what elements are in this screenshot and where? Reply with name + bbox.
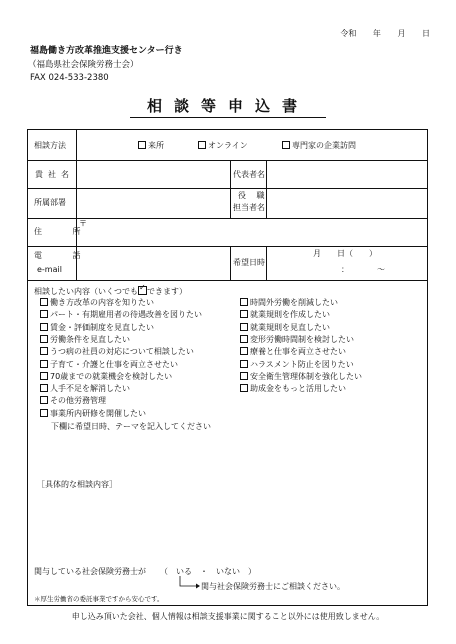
checkbox-icon[interactable]	[40, 310, 48, 318]
mid-column-divider	[230, 246, 231, 280]
checkbox-icon[interactable]	[40, 396, 48, 404]
topic-item[interactable]: その他労務管理	[40, 396, 106, 406]
method-option-visit[interactable]: 来所	[138, 141, 164, 151]
topic-item[interactable]: ハラスメント防止を図りたい	[240, 360, 354, 370]
concrete-content-label: ［具体的な相談内容］	[37, 480, 117, 489]
topic-item[interactable]: 働き方改革の内容を知りたい	[40, 298, 154, 308]
topic-item[interactable]: 賃金・評価制度を見直したい	[40, 323, 154, 333]
sharoushi-options[interactable]: （ いる ・ いない ）	[160, 567, 256, 576]
sharoushi-note: 関与社会保険労務士にご相談ください。	[201, 582, 345, 591]
time-template[interactable]: ： ～	[341, 265, 385, 274]
privacy-note: 申し込み頂いた会社、個人情報は相談支援事業に関すること以外には使用致しません。	[71, 612, 385, 621]
mid-label-divider	[266, 246, 267, 280]
topic-item[interactable]: 助成金をもっと活用したい	[240, 384, 346, 394]
preferred-date-label: 希望日時	[233, 258, 265, 267]
topic-item[interactable]: 時間外労働を削減したい	[240, 298, 338, 308]
phone-label: 電 話	[34, 251, 95, 260]
checkmark-icon	[138, 286, 147, 295]
checkbox-icon[interactable]	[40, 372, 48, 380]
checkbox-icon[interactable]	[40, 335, 48, 343]
checkbox-icon[interactable]	[40, 360, 48, 368]
checkbox-icon[interactable]	[40, 409, 48, 417]
recipient-title: 福島働き方改革推進支援センター行き	[30, 46, 183, 56]
title-underline	[130, 117, 326, 118]
checkbox-icon[interactable]	[40, 384, 48, 392]
checkbox-icon[interactable]	[198, 141, 206, 149]
company-name-field[interactable]	[78, 161, 228, 187]
representative-field[interactable]	[268, 161, 426, 187]
address-label: 住 所	[34, 227, 95, 236]
topic-item[interactable]: パート・有期雇用者の待遇改善を図りたい	[40, 310, 202, 320]
checkbox-icon[interactable]	[240, 384, 248, 392]
topic-item[interactable]: 就業規則を見直したい	[240, 323, 330, 333]
checkbox-icon[interactable]	[240, 323, 248, 331]
checkbox-icon[interactable]	[40, 347, 48, 355]
company-label: 貴社名	[35, 170, 74, 179]
topic-item[interactable]: うつ病の社員の対応について相談したい	[40, 347, 194, 357]
checkbox-icon[interactable]	[240, 335, 248, 343]
checkbox-icon[interactable]	[240, 298, 248, 306]
checkbox-icon[interactable]	[240, 347, 248, 355]
checkbox-icon[interactable]	[240, 372, 248, 380]
email-label: e-mail	[37, 265, 62, 274]
mid-column-divider	[230, 160, 231, 218]
topics-header: 相談したい内容（いくつでも✓ できます）	[34, 286, 187, 297]
footnote: ＊厚生労働省の委託事業ですから安心です。	[34, 595, 164, 603]
topic-item[interactable]: 事業所内研修を開催したい	[40, 409, 146, 419]
phone-email-field[interactable]	[78, 247, 228, 279]
training-note: 下欄に希望日時、テーマを記入してください	[51, 422, 211, 431]
department-field[interactable]	[78, 189, 228, 217]
topic-item[interactable]: 子育て・介護と仕事を両立させたい	[40, 360, 178, 370]
topic-item[interactable]: 人手不足を解消したい	[40, 384, 130, 394]
postal-mark: 〒	[79, 219, 87, 228]
checkbox-icon[interactable]	[282, 141, 290, 149]
date-line: 令和 年 月 日	[340, 29, 430, 38]
checkbox-icon[interactable]	[138, 141, 146, 149]
checkbox-icon[interactable]	[40, 298, 48, 306]
row-divider	[28, 280, 427, 281]
address-field[interactable]	[88, 219, 426, 245]
method-option-onsite[interactable]: 専門家の企業訪問	[282, 141, 356, 151]
sharoushi-question: 関与している社会保険労務士が	[34, 567, 146, 576]
topic-item[interactable]: 70歳までの就業機会を検討したい	[40, 372, 172, 382]
method-option-online[interactable]: オンライン	[198, 141, 248, 151]
recipient-subtitle: （福島県社会保険労務士会）	[28, 60, 139, 70]
representative-label: 代表者名	[233, 170, 265, 179]
concrete-content-area[interactable]	[34, 492, 424, 552]
checkbox-icon[interactable]	[240, 310, 248, 318]
method-label: 相談方法	[34, 141, 66, 150]
department-label: 所属部署	[34, 198, 66, 207]
application-form	[27, 129, 428, 606]
mid-label-divider	[266, 160, 267, 218]
page-title: 相談等申込書	[146, 97, 309, 115]
topic-item[interactable]: 就業規則を作成したい	[240, 310, 330, 320]
contact-person-field[interactable]	[268, 189, 426, 217]
checkbox-icon[interactable]	[40, 323, 48, 331]
contact-person-label: 担当者名	[233, 203, 265, 212]
topic-item[interactable]: 安全衛生管理体制を強化したい	[240, 372, 362, 382]
topic-item[interactable]: 変形労働時間制を検討したい	[240, 335, 354, 345]
position-label: 役 職	[238, 191, 269, 200]
date-template[interactable]: 月 日（ ）	[313, 249, 377, 258]
topic-item[interactable]: 療養と仕事を両立させたい	[240, 347, 346, 357]
topic-item[interactable]: 労働条件を見直したい	[40, 335, 130, 345]
checkbox-icon[interactable]	[240, 360, 248, 368]
fax-number: FAX 024-533-2380	[30, 73, 109, 83]
arrow-icon	[178, 576, 200, 592]
